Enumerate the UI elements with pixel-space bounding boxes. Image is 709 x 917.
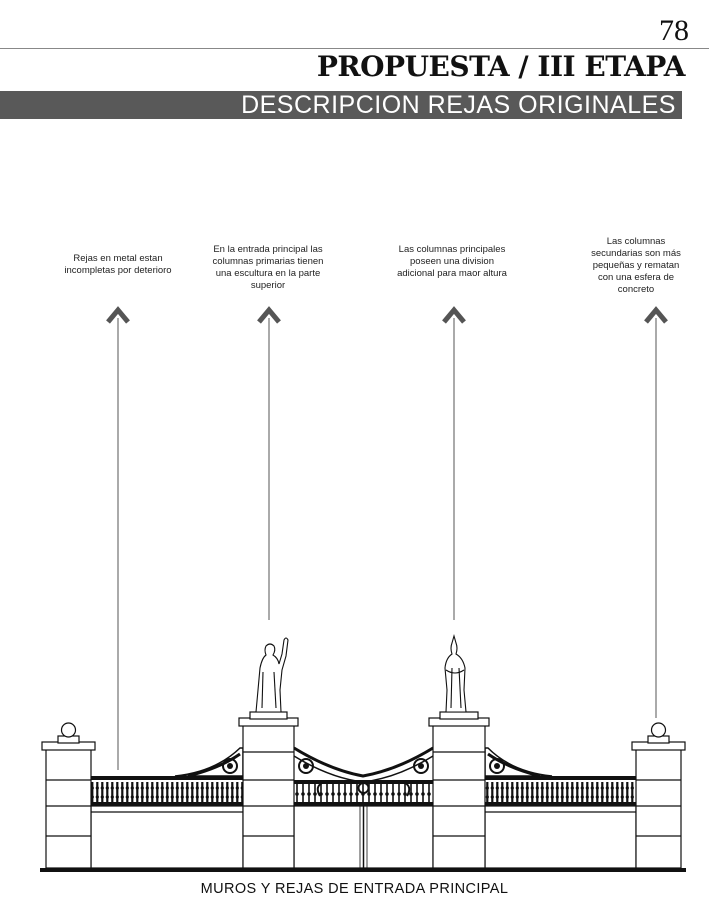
secondary-column-right: [632, 723, 685, 868]
statue-right: [445, 636, 466, 712]
main-column-left: [239, 712, 298, 868]
railing-right: [485, 748, 636, 806]
drawing-caption: MUROS Y REJAS DE ENTRADA PRINCIPAL: [200, 881, 509, 897]
leader-arrow-4: [646, 310, 666, 718]
leader-arrow-1: [108, 310, 128, 770]
page-number: 78: [659, 14, 689, 47]
statue-left: [256, 638, 288, 712]
railing-left: [91, 748, 243, 806]
main-gate: [294, 748, 433, 868]
annotation-main-columns-division: Las columnas principales poseen una division adicional para maor altura: [397, 244, 507, 279]
main-title: PROPUESTA / III ETAPA: [316, 50, 685, 83]
main-column-right: [429, 712, 489, 868]
low-wall-left: [91, 806, 243, 868]
annotation-secondary-columns-sphere: Las columnas secundarias son más pequeñas y rematan con una esfera de concreto: [591, 236, 681, 295]
subtitle-text: DESCRIPCION REJAS ORIGINALES: [241, 91, 676, 119]
annotation-metal-railing: Rejas en metal estan incompletas por deterioro: [64, 253, 172, 276]
annotation-primary-columns-sculpture: En la entrada principal las columnas primarias tienen una escultura en la parte superior: [212, 244, 324, 291]
secondary-column-left: [42, 723, 95, 868]
leader-arrow-2: [259, 310, 279, 620]
leader-arrow-3: [444, 310, 464, 620]
low-wall-right: [485, 806, 636, 868]
